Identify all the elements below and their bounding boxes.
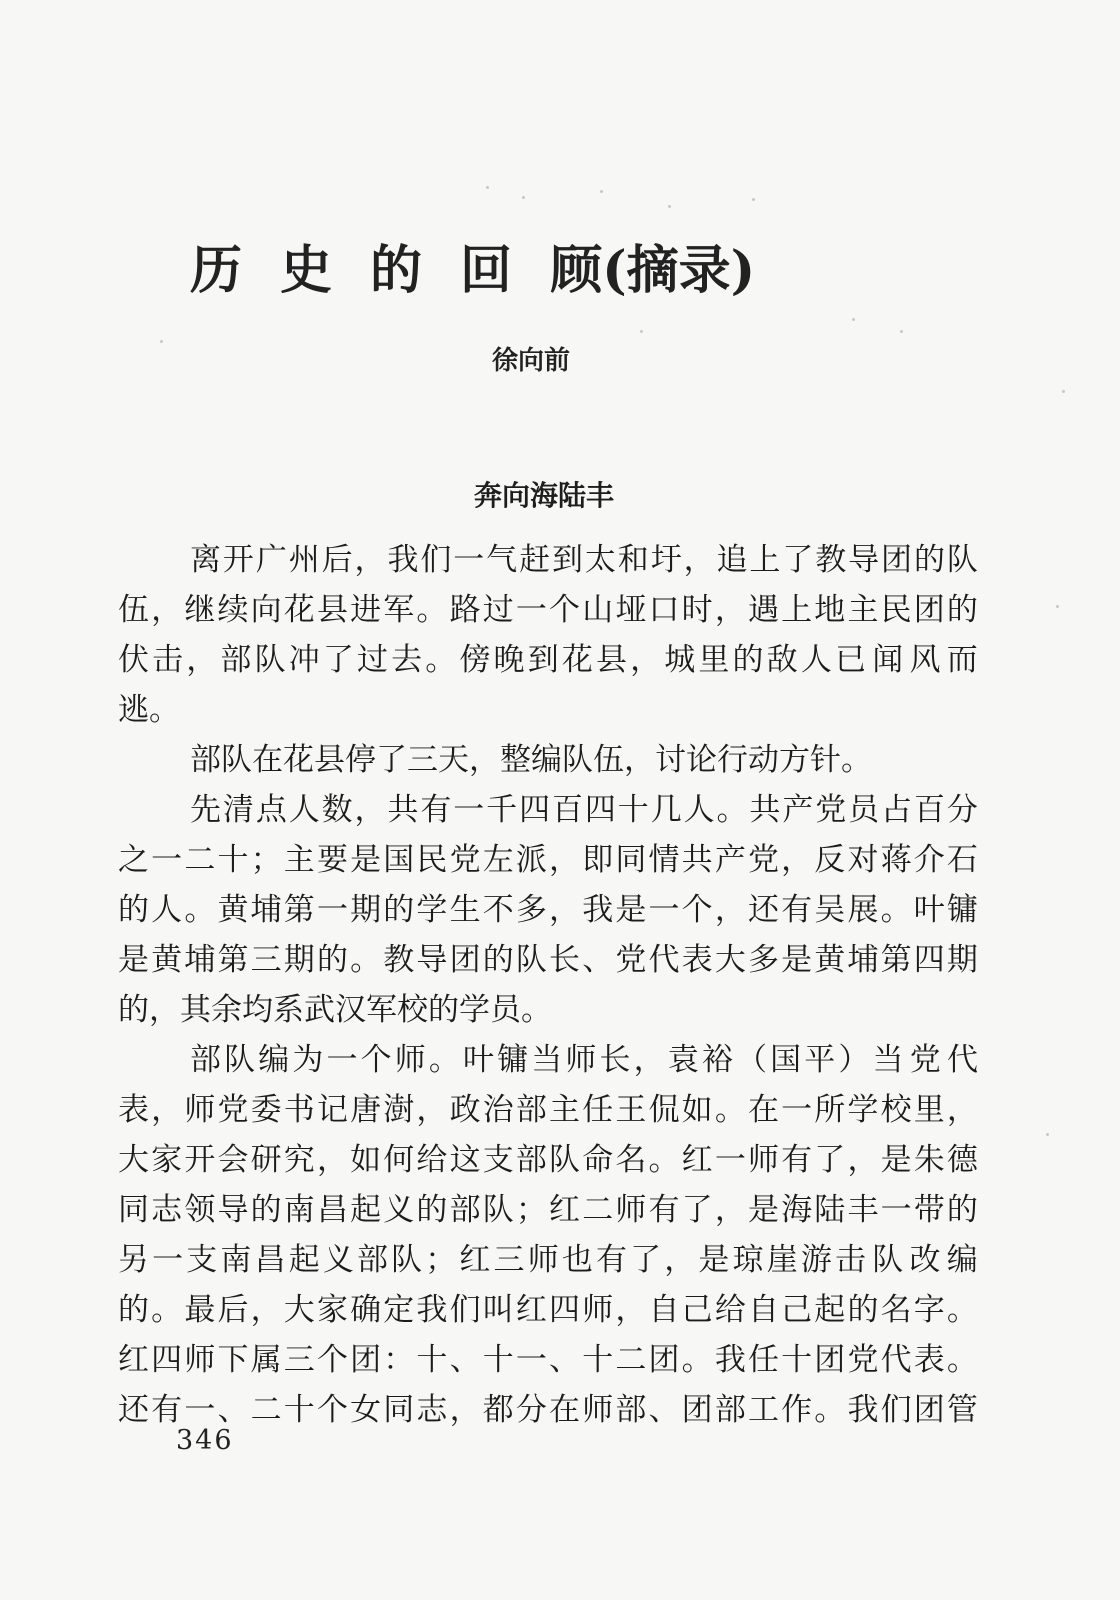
text-line: 离 开 广 州 后 ， 我 们 一 气 赶 到 太 和 圩 ， 追 上 了 教 导 团 的 队 xyxy=(190,542,978,578)
scan-speck xyxy=(752,198,755,201)
text-line: 部队在花县停了三天，整编队伍，讨论行动方针。 xyxy=(190,742,872,778)
scan-speck xyxy=(668,205,671,208)
text-line: 伏 击 ， 部 队 冲 了 过 去 。 傍 晚 到 花 县 ， 城 里 的 敌 人 已 闻 风 而 xyxy=(118,642,978,678)
title-char: 的 xyxy=(370,240,423,301)
title-char: 回 xyxy=(460,240,513,301)
text-line: 逃。 xyxy=(118,692,180,728)
text-line: 大 家 开 会 研 究 ， 如 何 给 这 支 部 队 命 名 。 红 一 师 有 了 ， 是 朱 德 xyxy=(118,1142,978,1178)
text-line: 的 人 。 黄 埔 第 一 期 的 学 生 不 多 ， 我 是 一 个 ， 还 有 吴 展 。 叶 镛 xyxy=(118,892,978,928)
author-name: 徐向前 xyxy=(492,346,571,376)
text-line: 表 ， 师 党 委 书 记 唐 澍 ， 政 治 部 主 任 王 侃 如 。 在 一 所 学 校 里 ， xyxy=(118,1092,978,1128)
scan-speck xyxy=(900,330,903,333)
text-line: 同 志 领 导 的 南 昌 起 义 的 部 队 ； 红 二 师 有 了 ， 是 海 陆 丰 一 带 的 xyxy=(118,1192,978,1228)
text-line: 的，其余均系武汉军校的学员。 xyxy=(118,992,552,1028)
title-char: 顾(摘录) xyxy=(550,240,756,301)
text-line: 伍 ， 继 续 向 花 县 进 军 。 路 过 一 个 山 垭 口 时 ， 遇 上 地 主 民 团 的 xyxy=(118,592,978,628)
text-line: 红 四 师 下 属 三 个 团 ： 十 、 十 一 、 十 二 团 。 我 任 十 团 党 代 表 。 xyxy=(118,1342,978,1378)
scan-speck xyxy=(640,330,643,333)
section-heading: 奔向海陆丰 xyxy=(474,479,615,512)
text-line: 另 一 支 南 昌 起 义 部 队 ； 红 三 师 也 有 了 ， 是 琼 崖 游 击 队 改 编 xyxy=(118,1242,978,1278)
text-line: 部 队 编 为 一 个 师 。 叶 镛 当 师 长 ， 袁 裕 （ 国 平 ） 当 党 代 xyxy=(190,1042,978,1078)
scan-speck xyxy=(160,340,163,343)
text-line: 之 一 二 十 ； 主 要 是 国 民 党 左 派 ， 即 同 情 共 产 党 ， 反 对 蒋 介 石 xyxy=(118,842,978,878)
text-line: 的 。 最 后 ， 大 家 确 定 我 们 叫 红 四 师 ， 自 己 给 自 己 起 的 名 字 。 xyxy=(118,1292,978,1328)
scan-speck xyxy=(1056,605,1059,608)
page-title xyxy=(190,228,890,303)
text-line: 先 清 点 人 数 ， 共 有 一 千 四 百 四 十 几 人 。 共 产 党 员 占 百 分 xyxy=(190,792,978,828)
scan-speck xyxy=(486,186,489,189)
title-char: 历 xyxy=(190,240,243,301)
page-number: 346 xyxy=(176,1425,234,1456)
text-line: 还 有 一 、 二 十 个 女 同 志 ， 都 分 在 师 部 、 团 部 工 作 。 我 们 团 管 xyxy=(118,1392,978,1428)
title-char: 史 xyxy=(280,240,333,301)
body-text xyxy=(118,535,978,1435)
scan-speck xyxy=(1046,1133,1049,1136)
scan-speck xyxy=(852,318,855,321)
scan-speck xyxy=(522,196,525,199)
scan-speck xyxy=(600,190,603,193)
text-line: 是 黄 埔 第 三 期 的 。 教 导 团 的 队 长 、 党 代 表 大 多 是 黄 埔 第 四 期 xyxy=(118,942,978,978)
scan-speck xyxy=(1062,390,1065,393)
